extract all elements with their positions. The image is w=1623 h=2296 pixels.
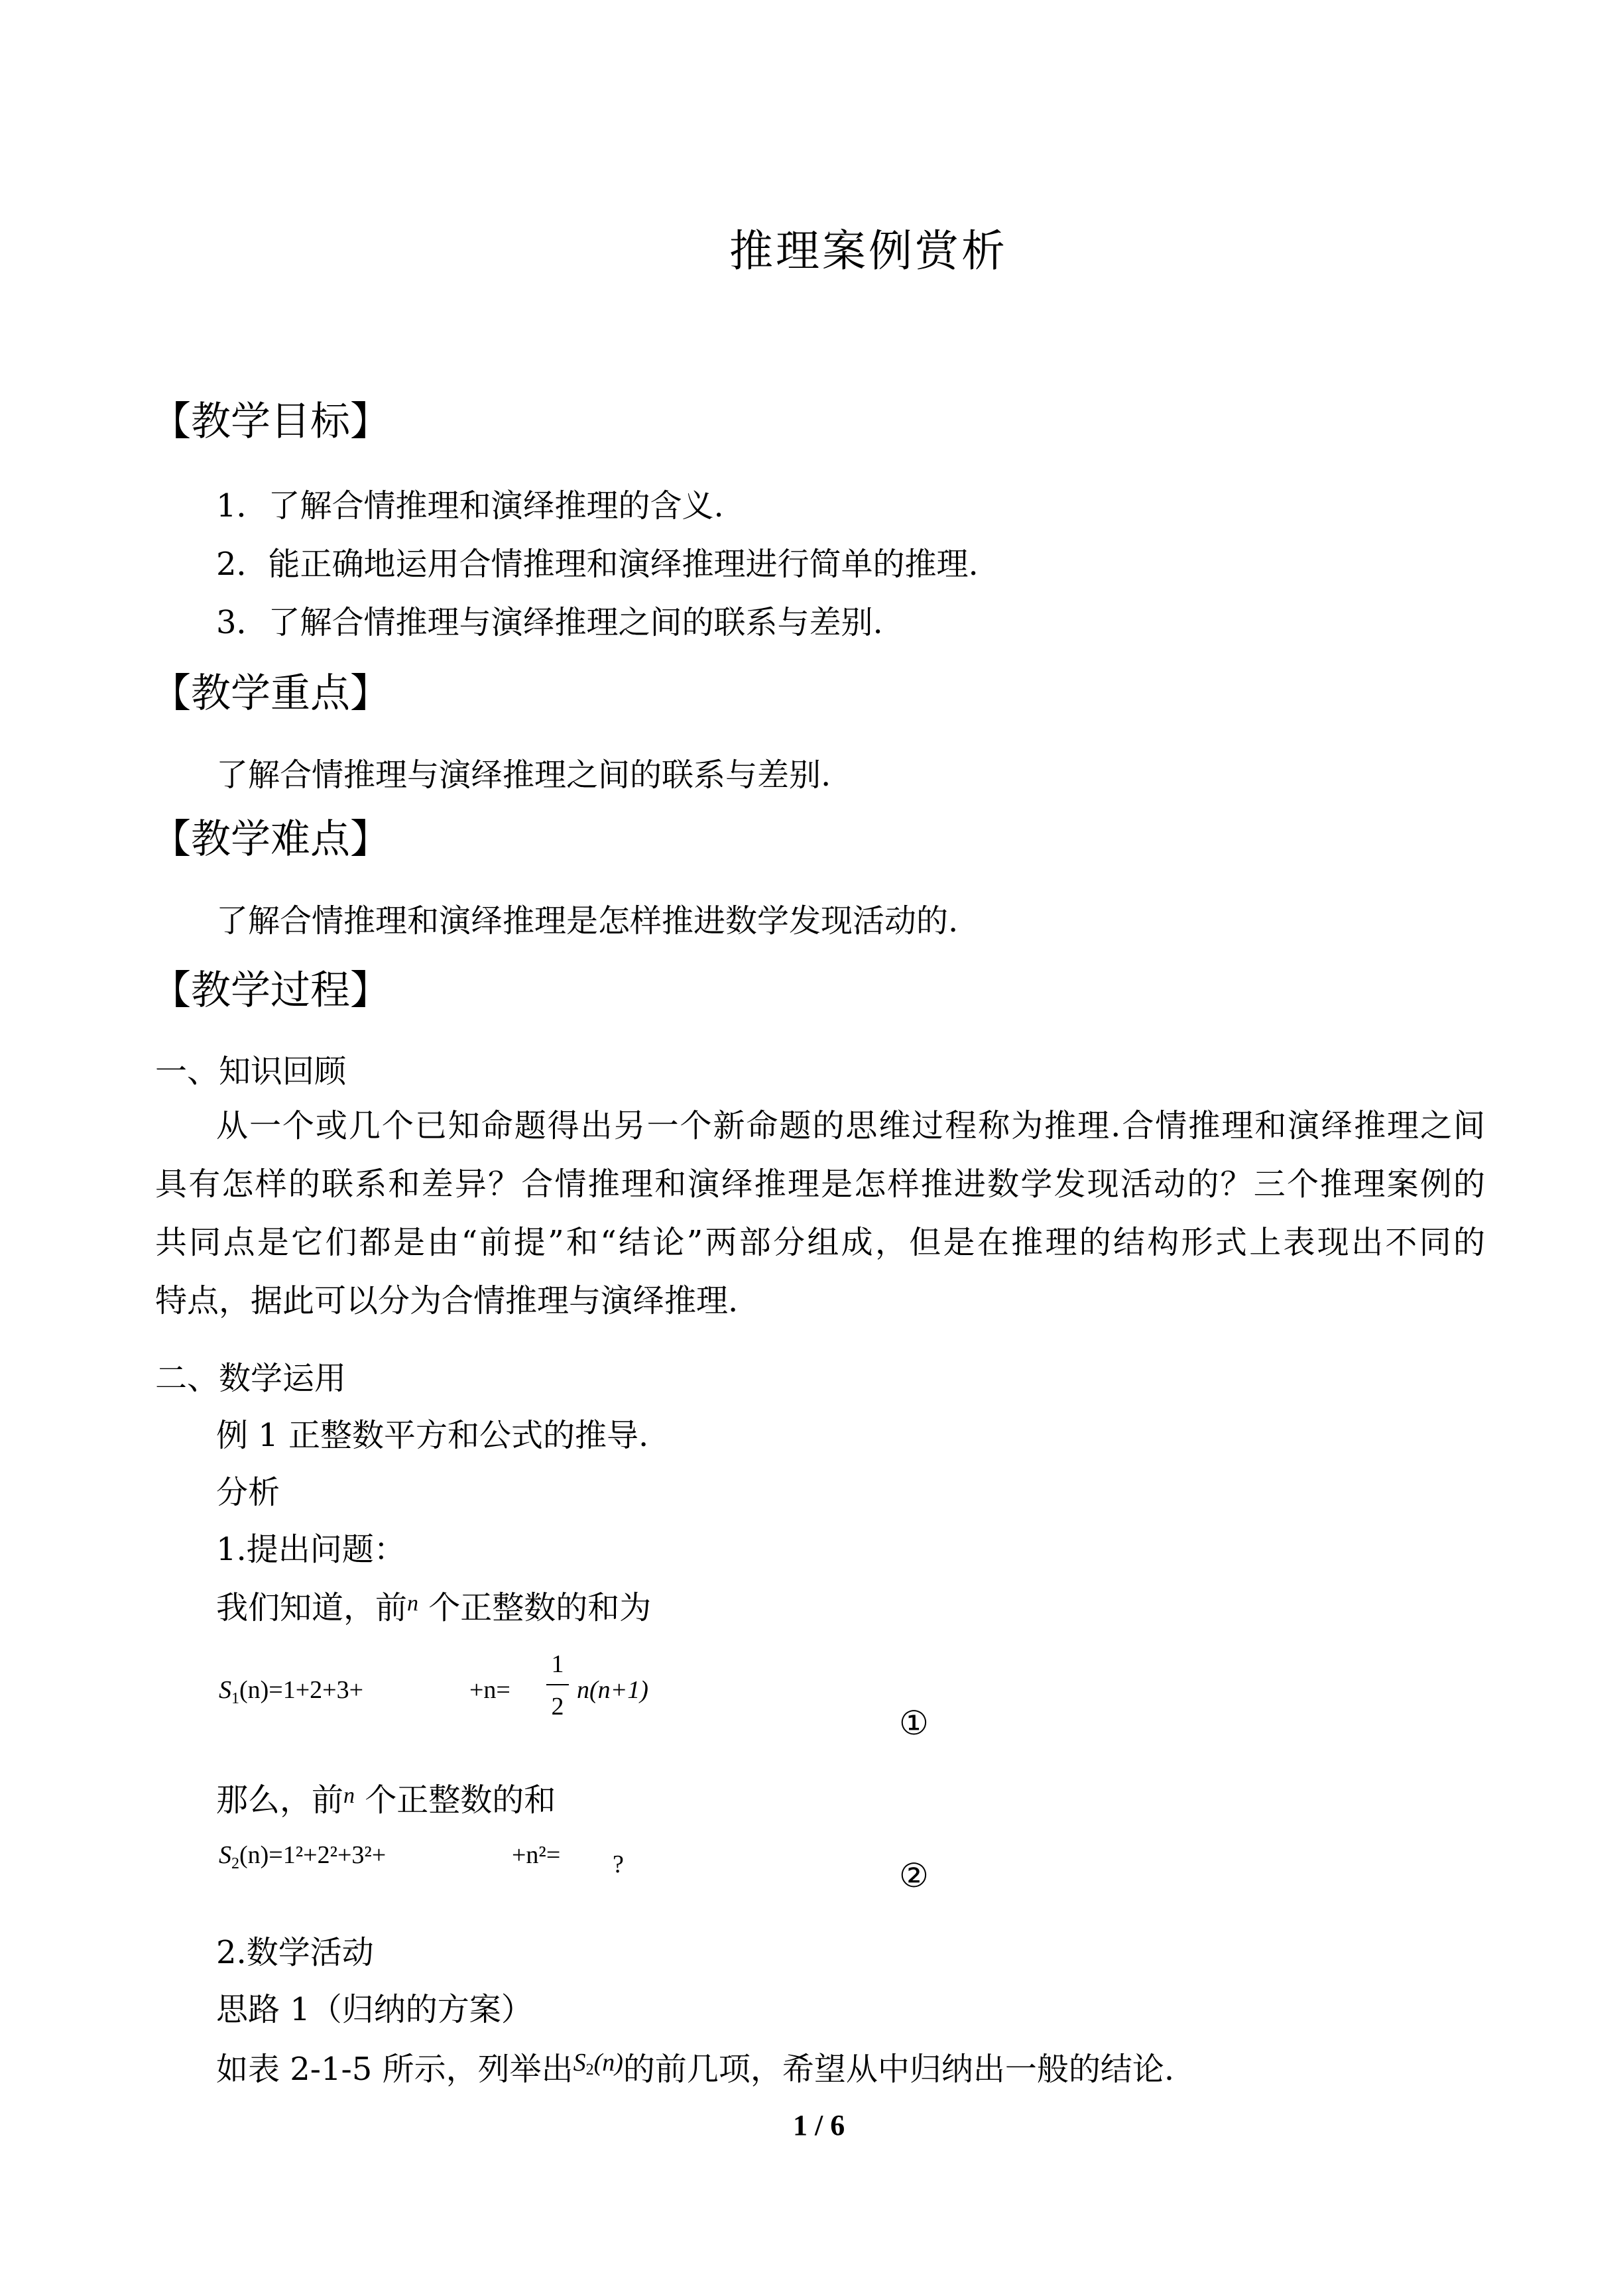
eq1-fraction-denominator: 2 [551,1693,564,1721]
var-n: n [343,1783,355,1808]
list-pre: 如表 2-1-5 所示，列举出 [216,2051,573,2088]
key-heading: 【教学重点】 [151,670,390,717]
paragraph-line: 特点，据此可以分为合情推理与演绎推理. [155,1282,739,1319]
list-post: 的前几项，希望从中归纳出一般的结论. [623,2051,1175,2088]
list-arg: (n) [593,2049,623,2077]
equation-2-marker: ② [899,1856,929,1895]
equation-1-lhs [219,1675,363,1708]
then-sentence [216,1774,556,1820]
paragraph-line: 具有怎样的联系和差异？合情推理和演绎推理是怎样推进数学发现活动的？三个推理案例的 [155,1166,1485,1203]
equation-1-mid: +n= [469,1676,511,1704]
equation-2-question: ? [613,1850,624,1878]
goals-heading: 【教学目标】 [151,398,390,445]
step2-label: 2.数学活动 [216,1934,374,1971]
step1-label: 1.提出问题： [216,1531,406,1568]
equation-2-mid: +n²= [512,1841,561,1869]
eq1-sub: 1 [231,1690,239,1707]
paragraph-line: 从一个或几个已知命题得出另一个新命题的思维过程称为推理.合情推理和演绎推理之间 [216,1107,1485,1144]
page-title: 推理案例赏析 [729,225,1008,276]
eq2-text: (n)=1²+2²+3²+ [239,1841,387,1869]
page-number: 1 / 6 [793,2109,845,2142]
known-post: 个正整数的和为 [428,1589,652,1626]
part1-paragraph [155,1097,1485,1330]
analysis-label: 分析 [216,1474,280,1511]
then-post: 个正整数的和 [365,1782,556,1819]
list-sub: 2 [585,2061,594,2079]
paragraph-line: 共同点是它们都是由“前提”和“结论”两部分组成，但是在推理的结构形式上表现出不同的 [155,1224,1485,1261]
var-n: n [407,1591,419,1616]
list-s2n [573,2049,623,2077]
difficult-text: 了解合情推理和演绎推理是怎样推进数学发现活动的. [216,902,959,939]
goal-item: 2．能正确地运用合情推理和演绎推理进行简单的推理. [216,546,979,583]
part2-heading: 二、数学运用 [155,1360,347,1397]
eq2-s: S [219,1841,231,1869]
list-sentence [216,2043,1174,2089]
example-title: 例 1 正整数平方和公式的推导. [216,1417,649,1454]
equation-1-rhs: n(n+1) [577,1676,648,1704]
difficult-heading: 【教学难点】 [151,816,390,863]
eq1-lhs-rest: (n)=1+2+3+ [239,1676,364,1704]
goal-item: 3．了解合情推理与演绎推理之间的联系与差别. [216,604,883,641]
process-heading: 【教学过程】 [151,967,390,1014]
known-sentence [216,1582,651,1628]
goal-item: 1．了解合情推理和演绎推理的含义. [216,487,724,524]
list-s: S [573,2049,586,2077]
then-pre: 那么，前 [216,1782,344,1819]
key-text: 了解合情推理与演绎推理之间的联系与差别. [216,756,831,794]
eq1-fraction-numerator: 1 [551,1650,564,1678]
eq2-sub: 2 [231,1855,239,1872]
known-pre: 我们知道，前 [216,1589,408,1626]
eq1-s: S [219,1676,231,1704]
eq1-fraction-bar [546,1684,569,1685]
equation-2-lhs [219,1841,386,1873]
idea1-label: 思路 1（归纳的方案） [216,1991,533,2028]
part1-heading: 一、知识回顾 [155,1053,347,1090]
equation-1-marker: ① [899,1704,929,1742]
